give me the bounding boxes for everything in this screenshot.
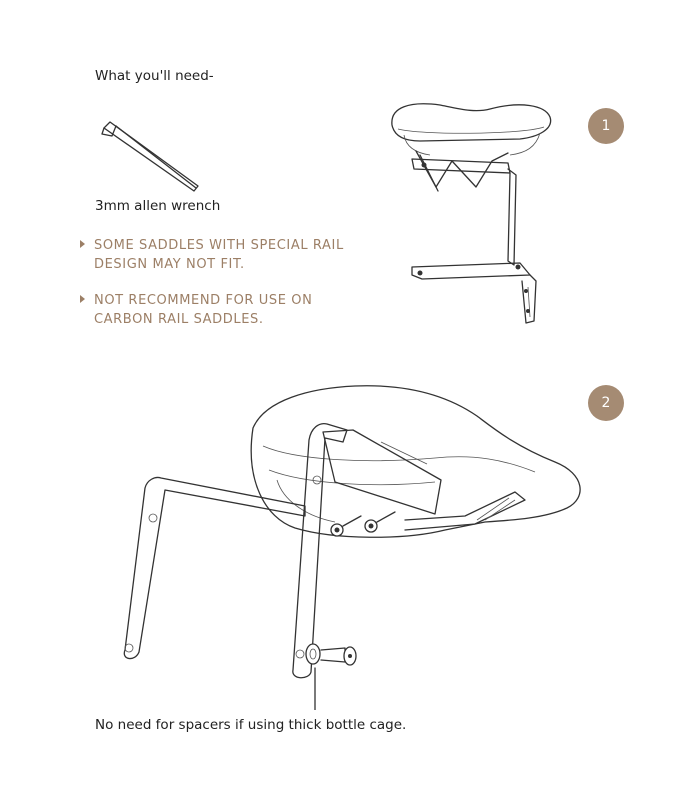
allen-wrench-icon <box>96 104 206 194</box>
triangle-bullet-icon <box>80 295 85 303</box>
step-1-badge: 1 <box>588 108 624 144</box>
spacer-caption: No need for spacers if using thick bottle cage. <box>95 717 407 733</box>
note-carbon-rails <box>80 291 364 329</box>
step2-illustration <box>105 380 595 710</box>
spacer-bolt <box>306 644 356 665</box>
clamp-bolts <box>331 512 395 536</box>
tool-label: 3mm allen wrench <box>95 198 221 214</box>
triangle-bullet-icon <box>80 240 85 248</box>
note-text: NOT RECOMMEND FOR USE ON CARBON RAIL SADDLES. <box>94 293 313 327</box>
note-saddle-fit <box>80 236 364 274</box>
step-2-badge: 2 <box>588 385 624 421</box>
note-text: SOME SADDLES WITH SPECIAL RAIL DESIGN MAY NOT FIT. <box>94 238 344 272</box>
tools-heading: What you'll need- <box>95 68 214 84</box>
step1-illustration <box>380 95 570 340</box>
